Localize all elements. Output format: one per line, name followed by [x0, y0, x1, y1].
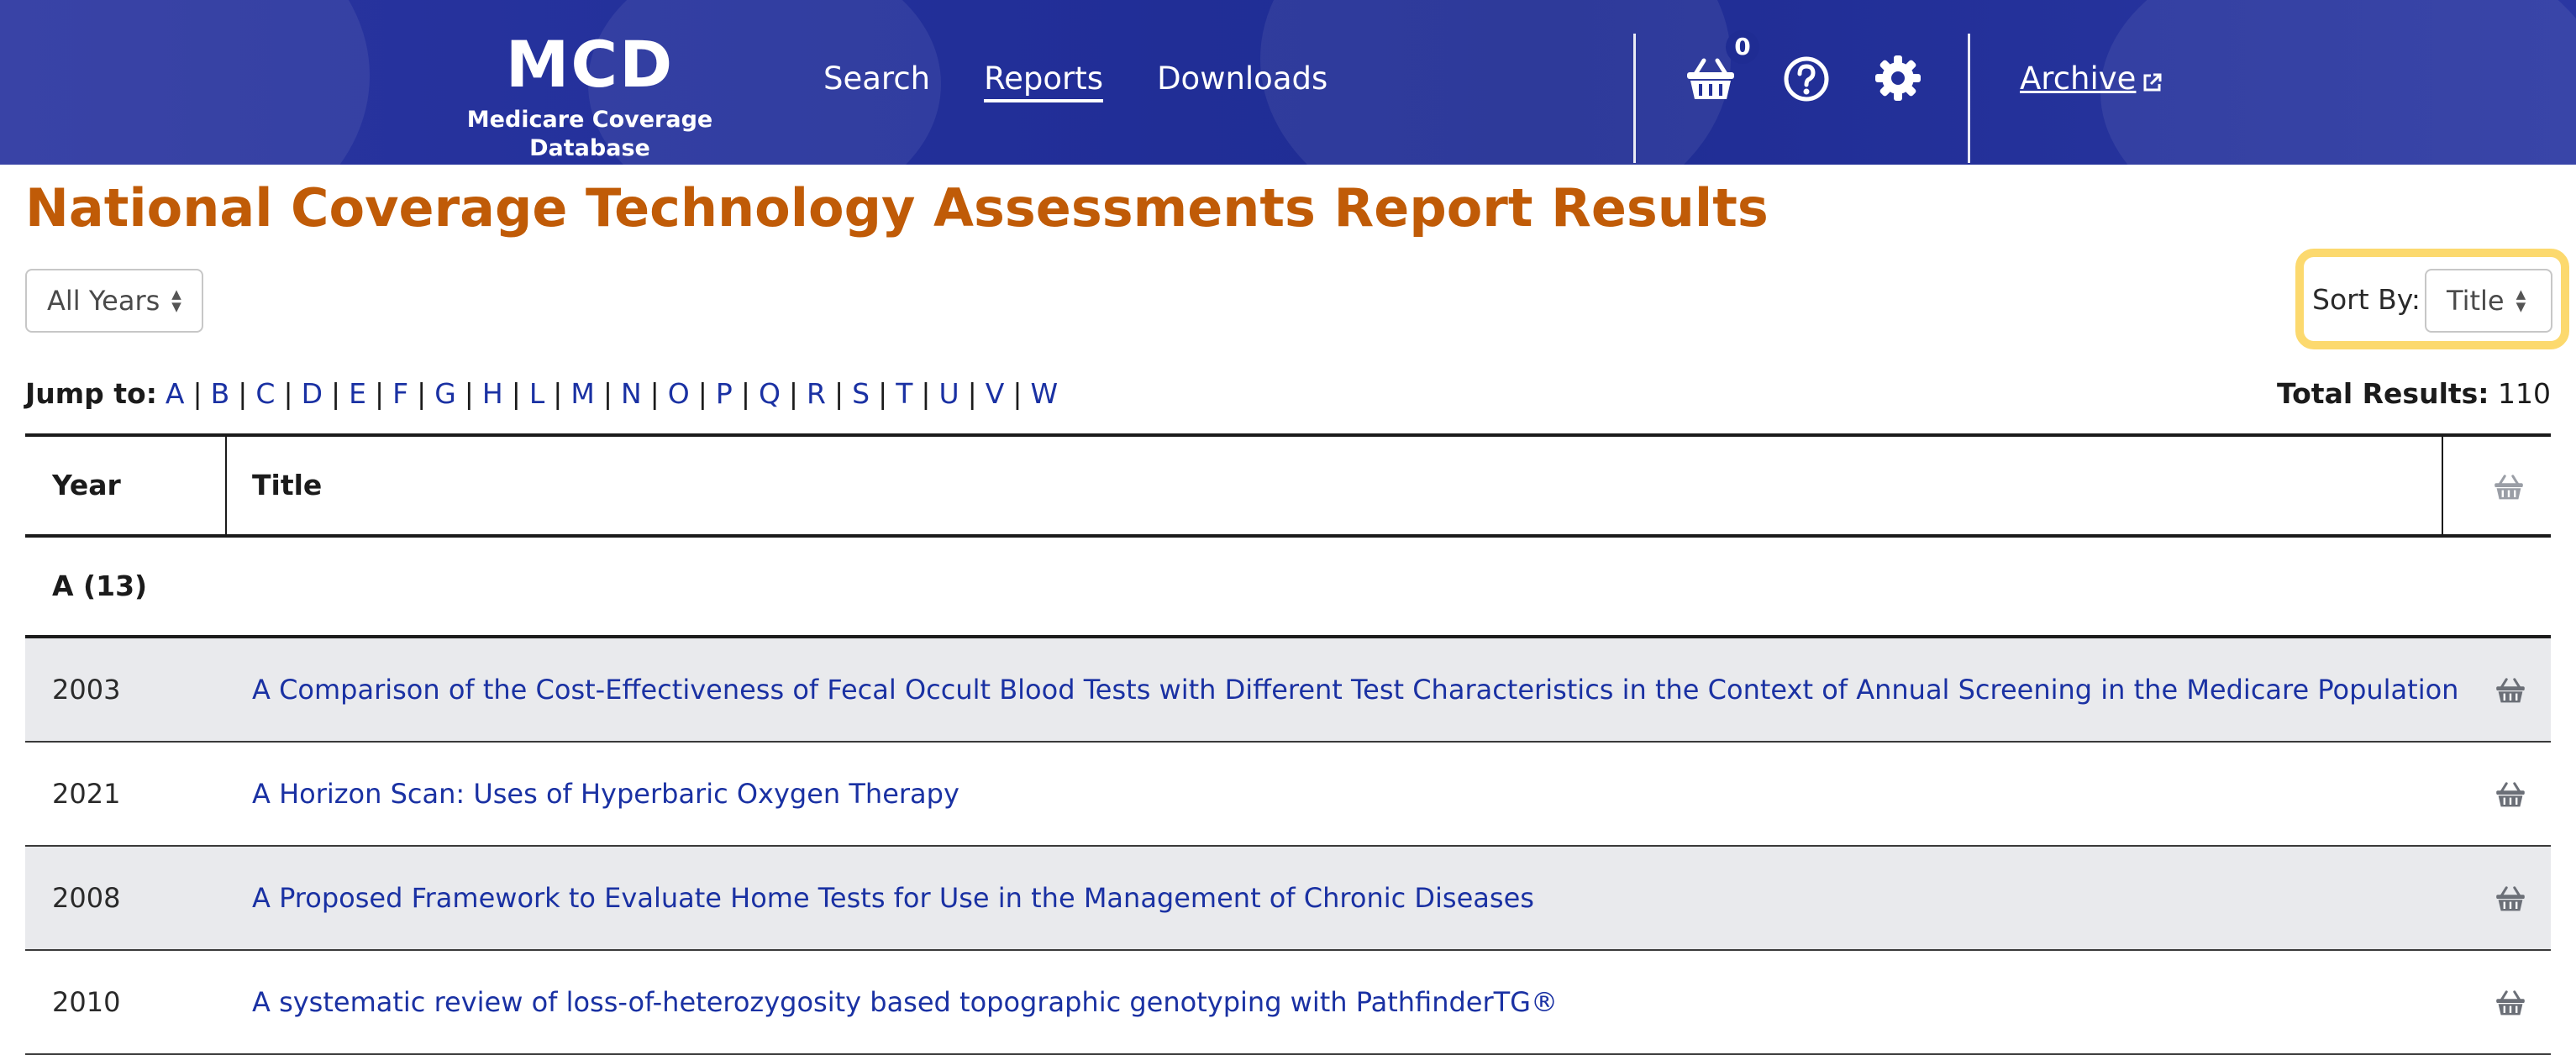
jump-separator: |	[833, 377, 844, 410]
add-to-basket-icon[interactable]	[2495, 677, 2526, 707]
jump-separator: |	[283, 377, 293, 410]
sort-by-select[interactable]	[2425, 269, 2552, 333]
basket-icon	[2494, 474, 2524, 504]
jump-separator: |	[740, 377, 750, 410]
jump-letter-p[interactable]: P	[715, 377, 733, 410]
sort-arrows-icon: ▲ ▼	[2516, 286, 2526, 314]
jump-letter-a[interactable]: A	[165, 377, 185, 410]
jump-separator: |	[238, 377, 248, 410]
jump-letter-t[interactable]: T	[896, 377, 913, 410]
main-nav	[823, 54, 1327, 104]
jump-separator: |	[192, 377, 202, 410]
jump-letter-g[interactable]: G	[434, 377, 456, 410]
results-table	[25, 433, 2551, 1055]
page-title: National Coverage Technology Assessments Report Results	[25, 177, 1769, 239]
jump-separator: |	[417, 377, 427, 410]
basket-icon[interactable]	[1685, 57, 1736, 104]
jump-separator: |	[374, 377, 385, 410]
jump-letter-d[interactable]: D	[301, 377, 323, 410]
jump-letter-u[interactable]: U	[938, 377, 959, 410]
total-results-value: 110	[2498, 377, 2551, 410]
jump-letter-e[interactable]: E	[349, 377, 366, 410]
jump-letter-v[interactable]: V	[985, 377, 1005, 410]
row-title-link[interactable]: A systematic review of loss-of-heterozygosity based topographic genotyping with PathfinderTG®	[252, 986, 1558, 1018]
table-row	[25, 638, 2551, 743]
header-divider	[1633, 34, 1636, 163]
jump-letter-o[interactable]: O	[667, 377, 690, 410]
jump-separator: |	[967, 377, 977, 410]
jump-separator: |	[602, 377, 612, 410]
table-body	[25, 638, 2551, 1055]
column-header-year[interactable]: Year	[52, 469, 121, 501]
row-title-link[interactable]: A Proposed Framework to Evaluate Home Tests for Use in the Management of Chronic Diseases	[252, 882, 1534, 914]
jump-separator: |	[511, 377, 521, 410]
add-to-basket-icon[interactable]	[2495, 781, 2526, 811]
jump-letters	[166, 375, 1058, 413]
table-row	[25, 951, 2551, 1055]
sort-by-value: Title	[2447, 285, 2505, 317]
help-icon[interactable]	[1783, 55, 1830, 106]
row-title-link[interactable]: A Horizon Scan: Uses of Hyperbaric Oxygen Therapy	[252, 778, 959, 810]
nav-reports[interactable]: Reports	[984, 54, 1103, 104]
jump-separator: |	[464, 377, 474, 410]
jump-separator: |	[697, 377, 707, 410]
table-header	[25, 433, 2551, 538]
jump-letter-s[interactable]: S	[852, 377, 870, 410]
logo-mark: MCD	[505, 27, 675, 102]
column-header-title[interactable]: Title	[252, 469, 323, 501]
nav-downloads[interactable]: Downloads	[1157, 60, 1328, 97]
jump-separator: |	[649, 377, 660, 410]
sort-by-label: Sort By:	[2312, 283, 2421, 316]
group-label: A (13)	[52, 569, 148, 602]
jump-separator: |	[330, 377, 341, 410]
jump-separator: |	[878, 377, 888, 410]
jump-separator: |	[921, 377, 931, 410]
external-link-icon	[2142, 59, 2163, 106]
jump-letter-n[interactable]: N	[620, 377, 642, 410]
add-to-basket-icon[interactable]	[2495, 885, 2526, 916]
jump-letter-b[interactable]: B	[210, 377, 230, 410]
total-results-label: Total Results:	[2277, 377, 2489, 410]
basket-count-badge: 0	[1726, 30, 1759, 64]
year-filter-select[interactable]	[25, 269, 203, 333]
column-divider	[225, 437, 227, 534]
jump-to-nav	[25, 375, 1058, 413]
mcd-logo[interactable]	[413, 29, 766, 163]
column-divider	[2442, 437, 2443, 534]
gear-icon[interactable]	[1874, 54, 1922, 106]
jump-separator: |	[788, 377, 799, 410]
jump-letter-m[interactable]: M	[570, 377, 595, 410]
row-year: 2010	[52, 986, 121, 1018]
row-year: 2021	[52, 778, 121, 810]
table-row	[25, 743, 2551, 847]
jump-letter-q[interactable]: Q	[758, 377, 781, 410]
jump-letter-h[interactable]: H	[481, 377, 503, 410]
row-year: 2008	[52, 882, 121, 914]
jump-separator: |	[1012, 377, 1023, 410]
site-header	[0, 0, 2576, 165]
jump-letter-f[interactable]: F	[392, 377, 409, 410]
group-header-a	[25, 538, 2551, 638]
logo-subtitle: Medicare Coverage Database	[466, 107, 713, 161]
year-filter-value: All Years	[47, 285, 160, 317]
jump-to-label: Jump to:	[25, 377, 157, 410]
jump-letter-c[interactable]: C	[255, 377, 276, 410]
jump-separator: |	[553, 377, 563, 410]
sort-arrows-icon: ▲ ▼	[171, 286, 181, 314]
jump-letter-l[interactable]: L	[528, 377, 545, 410]
add-to-basket-icon[interactable]	[2495, 989, 2526, 1020]
archive-link[interactable]	[2020, 55, 2163, 106]
jump-letter-r[interactable]: R	[807, 377, 826, 410]
total-results	[2277, 375, 2551, 413]
nav-search[interactable]: Search	[823, 60, 931, 97]
jump-letter-w[interactable]: W	[1030, 377, 1059, 410]
row-title-link[interactable]: A Comparison of the Cost-Effectiveness of Fecal Occult Blood Tests with Different Test Characteristics in the Context of Annual Screening in the Medicare Population	[252, 674, 2459, 706]
header-divider	[1968, 34, 1970, 163]
row-year: 2003	[52, 674, 121, 706]
table-row	[25, 847, 2551, 951]
archive-label: Archive	[2020, 60, 2137, 97]
